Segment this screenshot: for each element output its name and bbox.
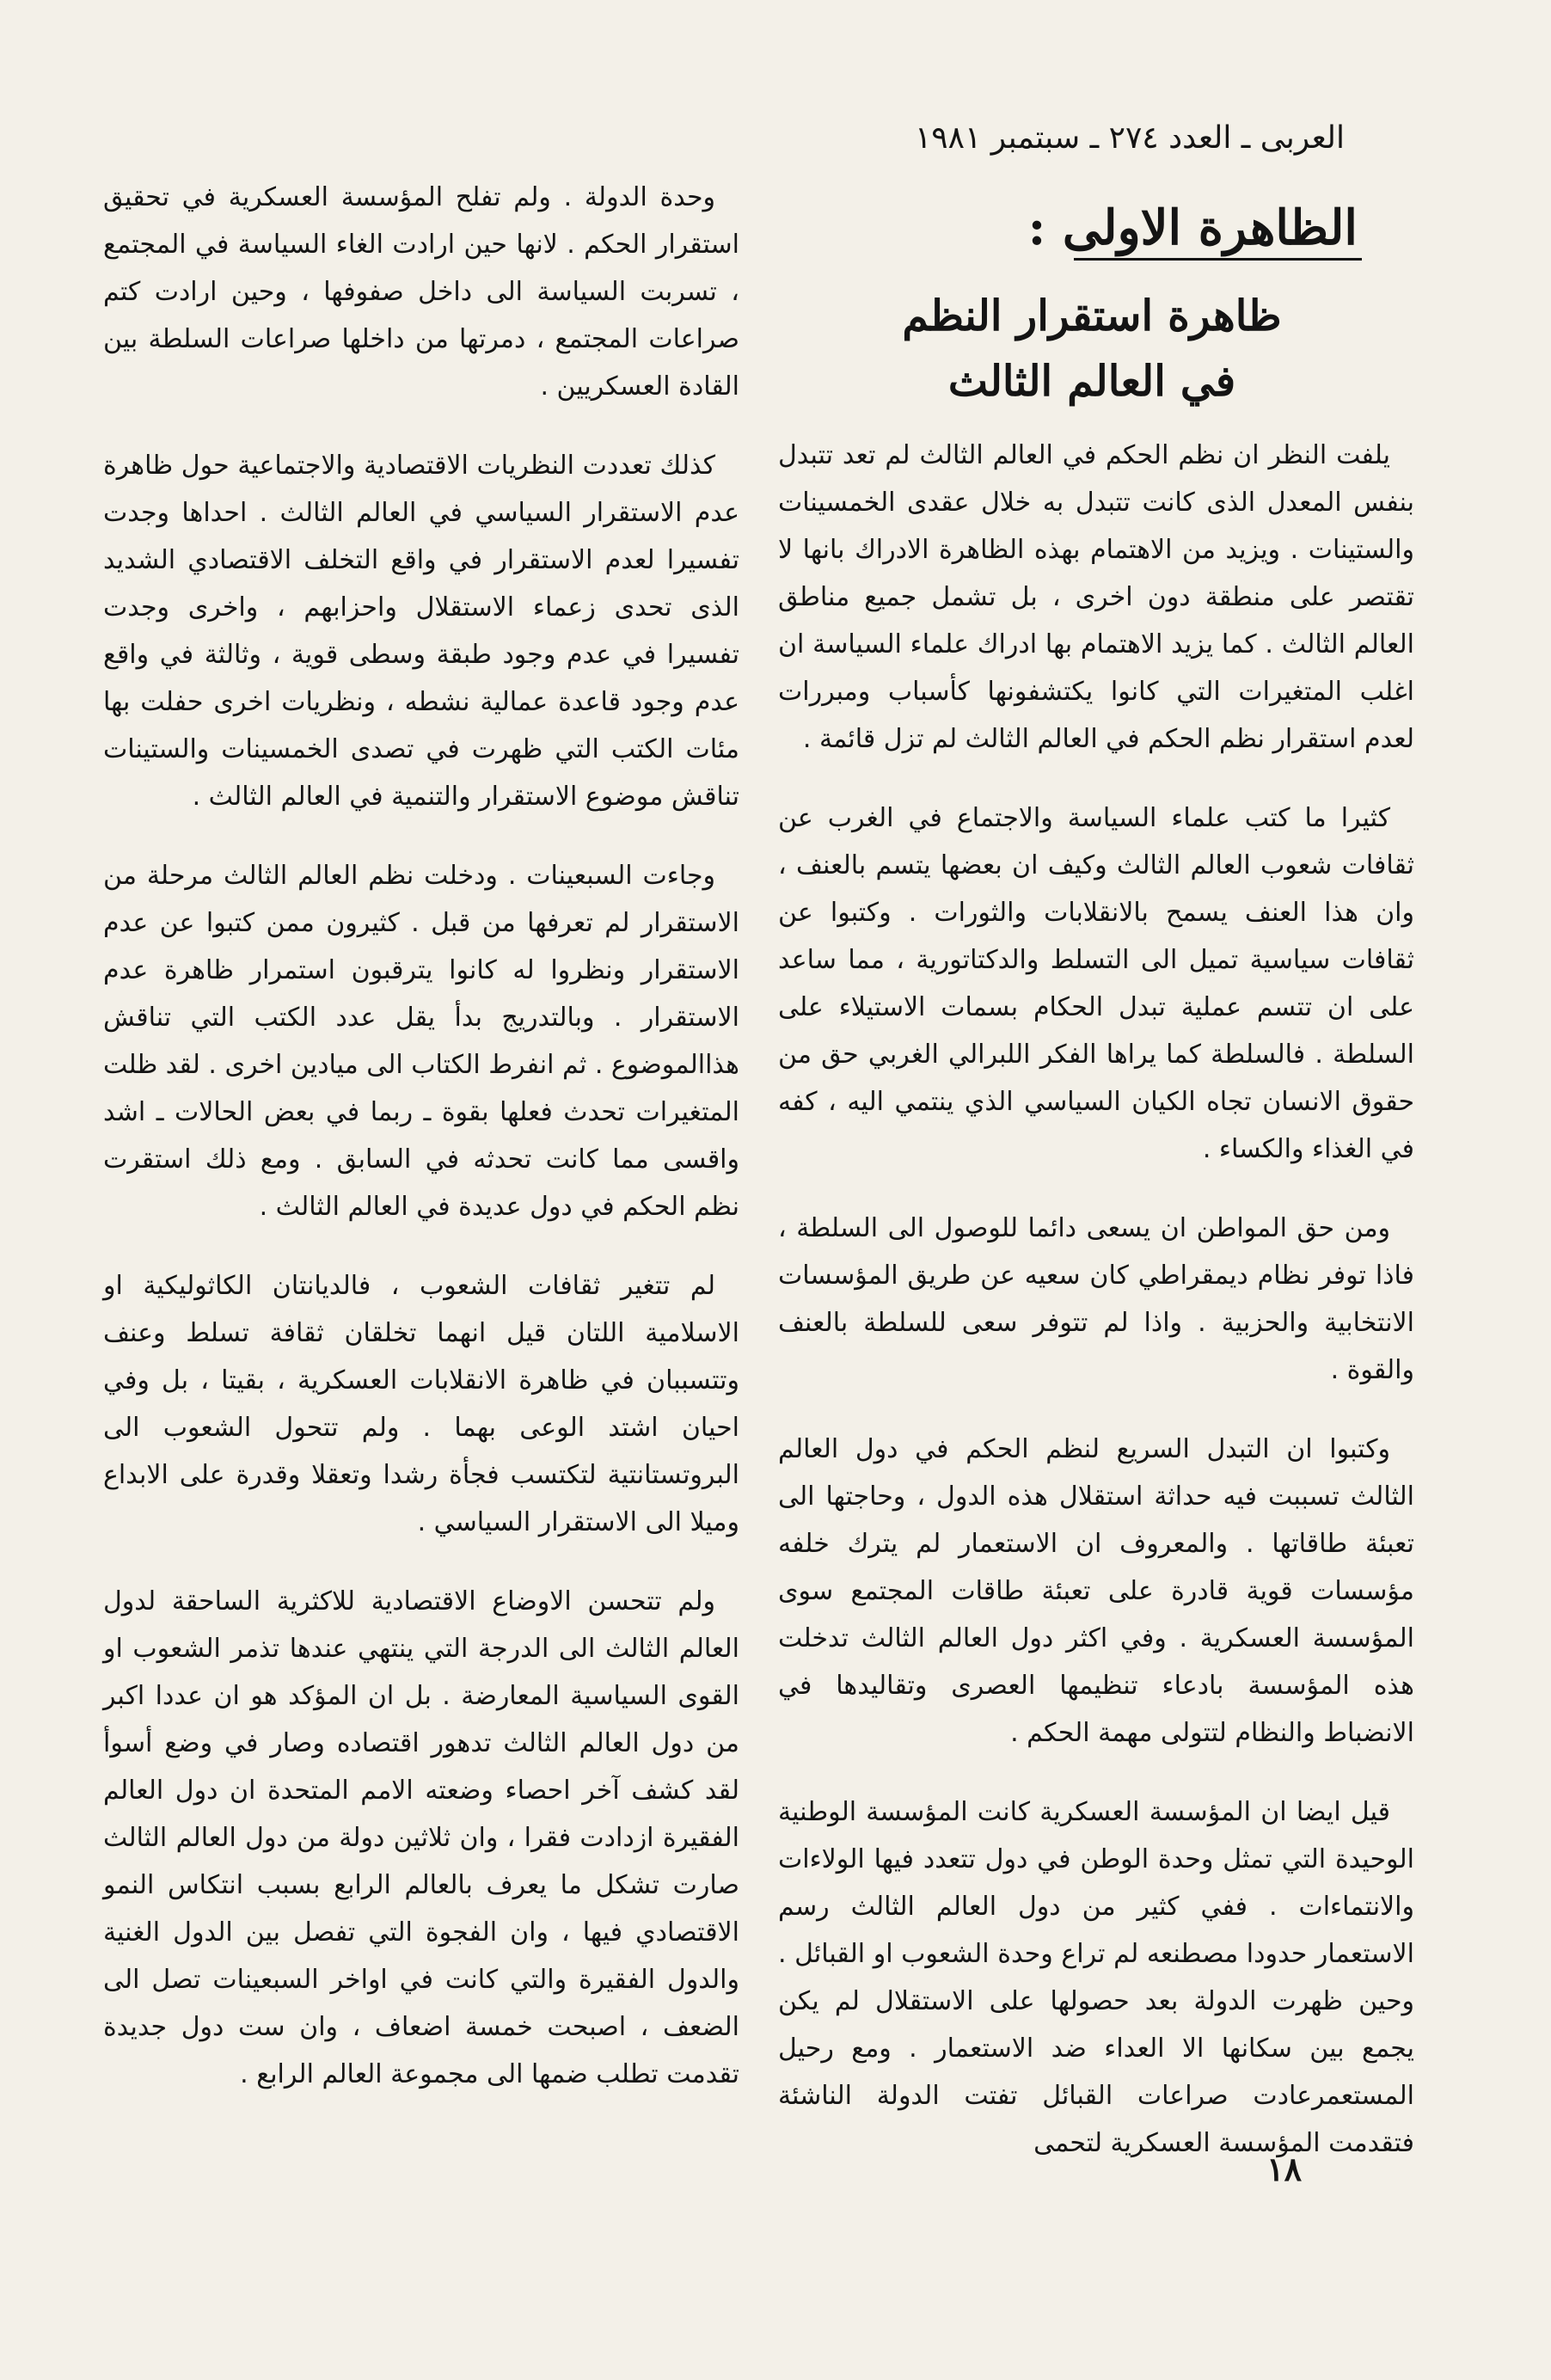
section-title-underline xyxy=(1074,258,1362,261)
section-title: الظاهرة الاولى : xyxy=(1027,199,1358,256)
page-number: ١٨ xyxy=(1266,2150,1302,2188)
paragraph: كذلك تعددت النظريات الاقتصادية والاجتماعية حول ظاهرة عدم الاستقرار السياسي في العالم الثالث . احداها وجدت تفسيرا لعدم الاستقرار في واقع التخلف الاقتصادي الشديد الذى تحدى زعماء الاستقلال واحزابهم ، واخرى وجدت تفسيرا في عدم وجود طبقة وسطى قوية ، وثالثة في واقع عدم وجود قاعدة عمالية نشطه ، ونظريات اخرى حفلت بها مئات الكتب التي ظهرت في تصدى الخمسينات والستينات تناقش موضوع الاستقرار والتنمية في العالم الثالث . xyxy=(103,451,739,812)
paragraph: يلفت النظر ان نظم الحكم في العالم الثالث لم تعد تتبدل بنفس المعدل الذى كانت تتبدل به خلال عقدى الخمسينات والستينات . ويزيد من الاهتمام بهذه الظاهرة الادراك بانها لا تقتصر على منطقة دون اخرى ، بل تشمل جميع مناطق العالم الثالث . كما يزيد الاهتمام بها ادراك علماء السياسة ان اغلب المتغيرات التي كانوا يكتشفونها كأسباب ومبررات لعدم استقرار نظم الحكم في العالم الثالث لم تزل قائمة . xyxy=(778,440,1414,754)
right-column xyxy=(778,432,1414,2199)
paragraph: ولم تتحسن الاوضاع الاقتصادية للاكثرية الساحقة لدول العالم الثالث الى الدرجة التي ينتهي عندها تذمر الشعوب او القوى السياسية المعارضة . بل ان المؤكد هو ان عددا اكبر من دول العالم الثالث تدهور اقتصاده وصار في وضع أسوأ لقد كشف آخر احصاء وضعته الامم المتحدة ان دول العالم الفقيرة ازدادت فقرا ، وان ثلاثين دولة من دول العالم الثالث صارت تشكل ما يعرف بالعالم الرابع بسبب انتكاس النمو الاقتصادي فيها ، وان الفجوة التي تفصل بين الدول الغنية والدول الفقيرة والتي كانت في اواخر السبعينات تصل الى الضعف ، اصبحت خمسة اضعاف ، وان ست دول جديدة تقدمت تطلب ضمها الى مجموعة العالم الرابع . xyxy=(103,1586,739,2089)
paragraph: كثيرا ما كتب علماء السياسة والاجتماع في الغرب عن ثقافات شعوب العالم الثالث وكيف ان بعضها يتسم بالعنف ، وان هذا العنف يسمح بالانقلابات والثورات . وكتبوا عن ثقافات سياسية تميل الى التسلط والدكتاتورية ، مما ساعد على ان تتسم عملية تبدل الحكام بسمات الاستيلاء على السلطة . فالسلطة كما يراها الفكر اللبرالي الغربي حق من حقوق الانسان تجاه الكيان السياسي الذي ينتمي اليه ، كفه في الغذاء والكساء . xyxy=(778,803,1414,1164)
paragraph: ومن حق المواطن ان يسعى دائما للوصول الى السلطة ، فاذا توفر نظام ديمقراطي كان سعيه عن طريق المؤسسات الانتخابية والحزبية . واذا لم تتوفر سعى للسلطة بالعنف والقوة . xyxy=(778,1213,1414,1385)
left-column xyxy=(103,174,739,2130)
paragraph: قيل ايضا ان المؤسسة العسكرية كانت المؤسسة الوطنية الوحيدة التي تمثل وحدة الوطن في دول تتعدد فيها الولاءات والانتماءات . ففي كثير من دول العالم الثالث رسم الاستعمار حدودا مصطنعه لم تراع وحدة الشعوب او القبائل . وحين ظهرت الدولة بعد حصولها على الاستقلال لم يكن يجمع بين سكانها الا العداء ضد الاستعمار . ومع رحيل المستعمرعادت صراعات القبائل تفتت الدولة الناشئة فتقدمت المؤسسة العسكرية لتحمى xyxy=(778,1797,1414,2158)
article-title-line-1: ظاهرة استقرار النظم xyxy=(902,291,1282,340)
paragraph: وحدة الدولة . ولم تفلح المؤسسة العسكرية في تحقيق استقرار الحكم . لانها حين ارادت الغاء السياسة في المجتمع ، تسربت السياسة الى داخل صفوفها ، وحين ارادت كتم صراعات المجتمع ، دمرتها من داخلها صراعات السلطة بين القادة العسكريين . xyxy=(103,182,739,402)
paragraph: لم تتغير ثقافات الشعوب ، فالديانتان الكاثوليكية او الاسلامية اللتان قيل انهما تخلقان ثقافة تسلط وعنف وتتسببان في ظاهرة الانقلابات العسكرية ، بقيتا ، بل وفي احيان اشتد الوعى بهما . ولم تتحول الشعوب الى البروتستانتية لتكتسب فجأة رشدا وتعقلا وقدرة على الابداع وميلا الى الاستقرار السياسي . xyxy=(103,1271,739,1537)
article-title xyxy=(851,284,1333,414)
paragraph: وكتبوا ان التبدل السريع لنظم الحكم في دول العالم الثالث تسببت فيه حداثة استقلال هذه الدول ، وحاجتها الى تعبئة طاقاتها . والمعروف ان الاستعمار لم يترك خلفه مؤسسات قوية قادرة على تعبئة طاقات المجتمع سوى المؤسسة العسكرية . وفي اكثر دول العالم الثالث تدخلت هذه المؤسسة بادعاء تنظيمها العصرى وتقاليدها في الانضباط والنظام لتتولى مهمة الحكم . xyxy=(778,1434,1414,1748)
article-title-line-2: في العالم الثالث xyxy=(947,355,1236,406)
paragraph: وجاءت السبعينات . ودخلت نظم العالم الثالث مرحلة من الاستقرار لم تعرفها من قبل . كثيرون ممن كتبوا عن عدم الاستقرار ونظروا له كانوا يترقبون استمرار ظاهرة عدم الاستقرار . وبالتدريج بدأ يقل عدد الكتب التي تناقش هذاالموضوع . ثم انفرط الكتاب الى ميادين اخرى . لقد ظلت المتغيرات تحدث فعلها بقوة ـ ربما في بعض الحالات ـ اشد واقسى مما كانت تحدثه في السابق . ومع ذلك استقرت نظم الحكم في دول عديدة في العالم الثالث . xyxy=(102,861,739,1222)
running-head: العربى ـ العدد ٢٧٤ ـ سبتمبر ١٩٨١ xyxy=(914,120,1345,156)
